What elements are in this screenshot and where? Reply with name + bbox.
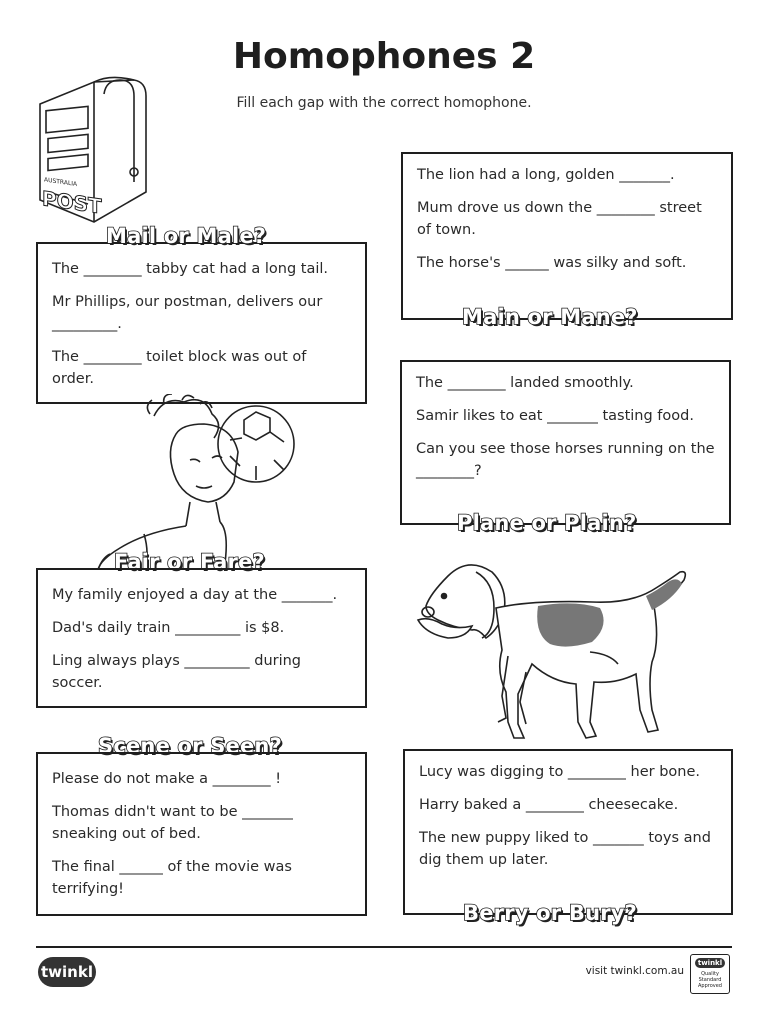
plane-or-plain-box bbox=[400, 360, 731, 525]
sentence: Can you see those horses running on the ________? bbox=[416, 441, 715, 479]
sentence: The lion had a long, golden _______. bbox=[417, 167, 675, 183]
sentence: The ________ toilet block was out of order. bbox=[52, 349, 307, 387]
page-title: Homophones 2 bbox=[232, 36, 536, 77]
sentence: Dad's daily train _________ is $8. bbox=[52, 620, 285, 636]
sentence: The horse's ______ was silky and soft. bbox=[417, 255, 687, 271]
fair-or-fare-box bbox=[36, 568, 367, 708]
twinkl-logo[interactable]: twinkl bbox=[38, 957, 96, 987]
sentence: Please do not make a ________ ! bbox=[52, 771, 282, 787]
sentence: Mr Phillips, our postman, delivers our _________. bbox=[52, 294, 323, 332]
postbox-country: AUSTRALIA bbox=[44, 176, 78, 189]
scene-or-seen-heading: Scene or Seen? bbox=[98, 734, 282, 758]
mail-or-male-box bbox=[36, 242, 367, 404]
sentence: Samir likes to eat _______ tasting food. bbox=[416, 408, 694, 424]
sentence: Ling always plays _________ during soccer. bbox=[52, 653, 302, 691]
sentence: Mum drove us down the ________ street of town. bbox=[417, 200, 702, 238]
plane-or-plain-heading: Plane or Plain? bbox=[457, 511, 637, 535]
sentence: My family enjoyed a day at the _______. bbox=[52, 587, 338, 603]
badge-logo: twinkl bbox=[695, 958, 725, 968]
mail-or-male-heading: Mail or Male? bbox=[106, 224, 267, 248]
berry-or-bury-heading: Berry or Bury? bbox=[463, 901, 638, 925]
scene-or-seen-box bbox=[36, 752, 367, 916]
sentence: The ________ landed smoothly. bbox=[416, 375, 634, 391]
sentence: The new puppy liked to _______ toys and dig them up later. bbox=[419, 830, 711, 868]
postbox-icon bbox=[34, 72, 150, 232]
quality-badge bbox=[690, 954, 730, 994]
instruction-text: Fill each gap with the correct homophone. bbox=[236, 95, 532, 111]
sentence: The final ______ of the movie was terrifying! bbox=[52, 859, 292, 897]
postbox-text: POST bbox=[42, 186, 102, 219]
visit-link[interactable]: visit twinkl.com.au bbox=[585, 965, 684, 977]
berry-or-bury-box bbox=[403, 749, 733, 915]
badge-text: Quality Standard Approved bbox=[698, 971, 722, 989]
beagle-dog-icon bbox=[414, 560, 694, 758]
sentence: Thomas didn't want to be _______ sneaking out of bed. bbox=[52, 804, 293, 842]
sentence: Harry baked a ________ cheesecake. bbox=[419, 797, 679, 813]
main-or-mane-box bbox=[401, 152, 733, 320]
footer-divider bbox=[36, 946, 732, 948]
main-or-mane-heading: Main or Mane? bbox=[462, 305, 638, 329]
girl-heading-ball-icon bbox=[84, 394, 298, 570]
sentence: Lucy was digging to ________ her bone. bbox=[419, 764, 701, 780]
sentence: The ________ tabby cat had a long tail. bbox=[52, 261, 329, 277]
fair-or-fare-heading: Fair or Fare? bbox=[114, 550, 265, 574]
